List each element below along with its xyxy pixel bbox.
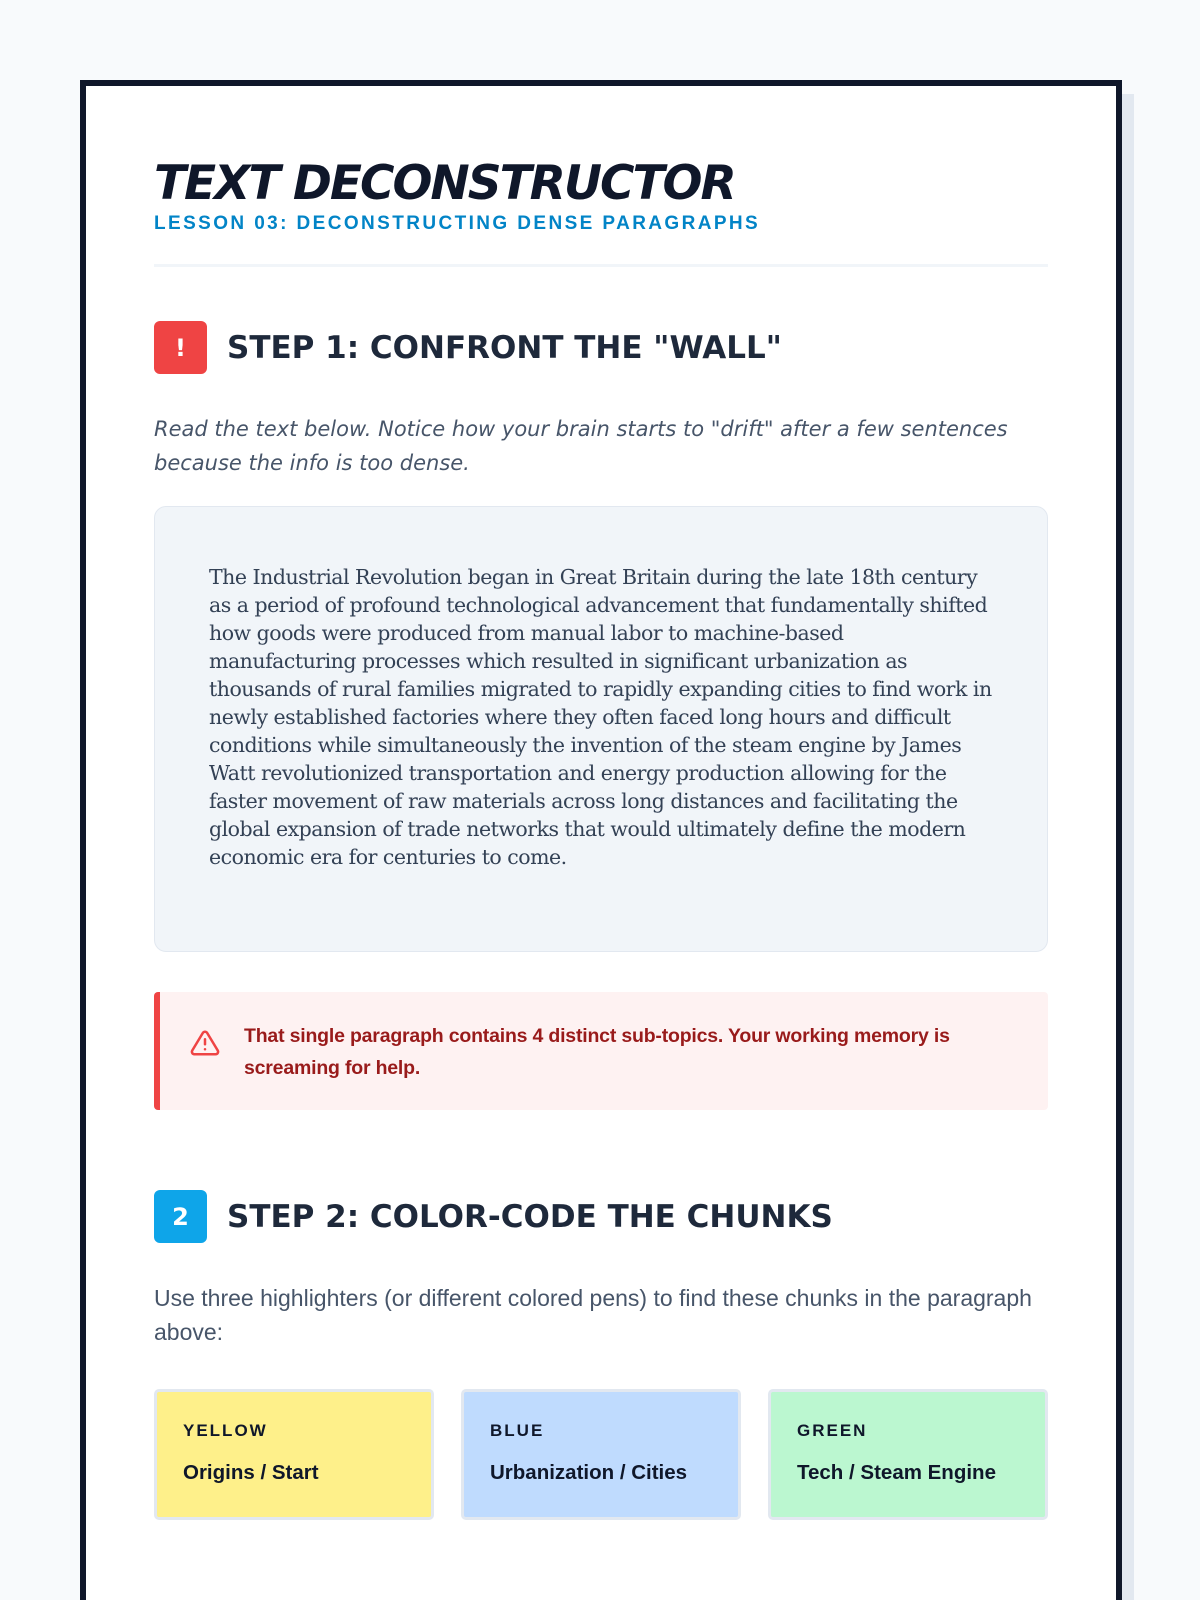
dense-paragraph: The Industrial Revolution began in Great Britain during the late 18th century as a period of profound technological advancement that fundamentally shifted how goods were produced from manual labor to machine-based manufacturing processes which resulted in significant urbanization as thousands of rural families migrated to rapidly expanding cities to find work in newly established factories where they often faced long hours and difficult conditions while simultaneously the invention of the steam engine by James Watt revolutionized transportation and energy production allowing for the faster movement of raw materials across long distances and facilitating the global expansion of trade networks that would ultimately define the modern economic era for centuries to come. <box>209 565 992 869</box>
lesson-subtitle: LESSON 03: DECONSTRUCTING DENSE PARAGRAPHS <box>154 213 761 234</box>
step-2-header <box>154 1190 1048 1243</box>
chunk-color-name: GREEN <box>797 1421 868 1440</box>
chunk-card-green <box>768 1389 1048 1520</box>
chunk-color-name: BLUE <box>490 1421 545 1440</box>
lesson-card <box>80 80 1122 1600</box>
step-1-title: STEP 1: CONFRONT THE "WALL" <box>227 329 782 366</box>
app-title: TEXT DECONSTRUCTOR <box>154 156 735 211</box>
chunk-card-blue <box>461 1389 741 1520</box>
step-number-badge: 2 <box>154 1190 207 1243</box>
chunk-color-name: YELLOW <box>183 1421 268 1440</box>
chunk-label: Tech / Steam Engine <box>797 1461 996 1484</box>
lesson-content <box>154 156 1048 1520</box>
step-2-title: STEP 2: COLOR-CODE THE CHUNKS <box>227 1198 833 1235</box>
chunk-label: Urbanization / Cities <box>490 1461 688 1484</box>
step-1-header <box>154 321 1048 374</box>
alert-message: That single paragraph contains 4 distinct sub-topics. Your working memory is screaming for help. <box>244 1025 950 1079</box>
step-2-instruction: Use three highlighters (or different colored pens) to find these chunks in the paragraph above: <box>154 1285 1032 1345</box>
chunk-label: Origins / Start <box>183 1461 319 1484</box>
exclamation-icon: ! <box>154 321 207 374</box>
working-memory-alert <box>154 992 1048 1110</box>
chunk-legend <box>154 1389 1048 1520</box>
dense-paragraph-box <box>154 506 1048 952</box>
header-divider <box>154 264 1048 267</box>
step-1-instruction: Read the text below. Notice how your brain starts to "drift" after a few sentences because the info is too dense. <box>154 417 1008 475</box>
chunk-card-yellow <box>154 1389 434 1520</box>
warning-triangle-icon <box>190 1028 220 1058</box>
